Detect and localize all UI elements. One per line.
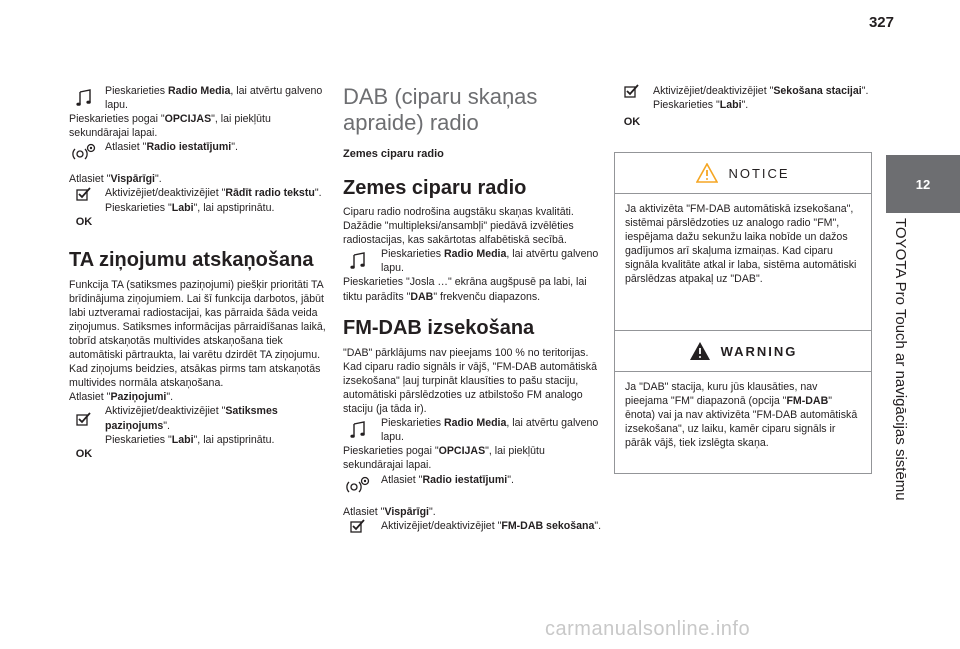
step-radio-media-2: Pieskarieties Radio Media, lai atvērtu galveno lapu. [343,416,605,444]
music-note-icon [69,89,99,107]
heading-ta: TA ziņojumu atskaņošana [69,248,314,271]
step-confirm: OK Pieskarieties "Labi", lai apstiprinātu. [69,201,331,231]
paragraph-band: Pieskarieties "Josla …" ekrāna augšpusē pa labi, lai tiktu parādīts "DAB" frekvenču diapazons. [343,276,587,303]
warning-triangle-icon [689,341,711,361]
ok-icon: OK [75,215,93,228]
column-2 [343,84,605,533]
step-radio-media: Pieskarieties Radio Media, lai atvērtu galveno lapu. [343,247,605,275]
warning-text: Ja "DAB" stacija, kuru jūs klausāties, nav pieejama "FM" diapazonā (opcija "FM-DAB" ēnota) vai ja nav aktivizēta "FM-DAB automātiskā izsekošana", uz laiku, kamēr ciparu signāls ir pārāk vājš, tiek izslēgta skaņa. [625,381,858,450]
column-3 [617,84,869,126]
checkbox-toggle-icon [617,84,647,98]
warning-header [615,331,871,372]
checkbox-toggle-icon [343,519,373,533]
step-confirm-2: OK Pieskarieties "Labi", lai apstiprinātu. [69,433,331,461]
paragraph-fm-dab: "DAB" pārklājums nav pieejams 100 % no teritorijas. Kad ciparu radio signāls ir vājš, "FM-DAB automātiskā izsekošana" ļauj turpināt klausīties to pašu staciju, automātiski pārslēdzoties uz atbilstošo FM analogo staciju (ja tāda ir). [343,346,597,416]
step-fm-dab-tracking: Aktivizējiet/deaktivizējiet "FM-DAB sekošana". [343,519,605,533]
ok-icon: OK [623,115,641,128]
watermark: carmanualsonline.info [545,618,751,640]
radio-settings-icon [343,475,373,497]
step-radio-text: Aktivizējiet/deaktivizējiet "Rādīt radio tekstu". [69,186,331,200]
chapter-tab: 12 [886,155,960,213]
warning-box [614,330,872,474]
music-note-icon [343,421,373,439]
chapter-title-text: TOYOTA Pro Touch ar navigācijas sistēmu [892,218,909,501]
checkbox-toggle-icon [69,412,99,426]
paragraph-zemes: Ciparu radio nodrošina augstāku skaņas kvalitāti. Dažādie "multipleksi/ansambļi" piedāvā izvēlēties radiostacijas, kas sakārtotas alfabētiskā secībā. [343,206,574,247]
notice-title: NOTICE [728,165,790,181]
notice-triangle-icon [696,163,718,183]
page-number: 327 [868,14,894,31]
checkbox-toggle-icon [69,187,99,201]
radio-settings-icon [69,142,99,164]
step-radio-settings: Atlasiet "Radio iestatījumi". [69,140,331,166]
column-1 [69,84,331,461]
notice-box [614,152,872,331]
heading-zemes: Zemes ciparu radio [343,177,527,199]
step-traffic: Aktivizējiet/deaktivizējiet "Satiksmes paziņojums". [69,404,331,432]
paragraph-options: Pieskarieties pogai "OPCIJAS", lai piekļūtu sekundārajai lapai. [343,445,545,472]
chapter-title [885,218,925,638]
ok-icon: OK [75,447,93,460]
page-title: DAB (ciparu skaņas apraide) radio [343,84,538,135]
paragraph-notifications: Atlasiet "Paziņojumi". [69,391,174,404]
heading-fm-dab: FM-DAB izsekošana [343,316,535,339]
step-station-tracking: Aktivizējiet/deaktivizējiet "Sekošana stacijai". [617,84,869,98]
paragraph-ta: Funkcija TA (satiksmes paziņojumi) piešķir prioritāti TA brīdinājuma ziņojumiem. Lai šī funkcija darbotos, jābūt labi uztveramai radiostacijai, kas pārraida šāda veida ziņojumus. Satiksmes informācijas pārraidīšanas laikā, tobrīd atskaņotās multivides atskaņošana tiek automātiski pārtraukta, lai varētu dzirdēt TA ziņojumu. Kad ziņojums beidzies, atsākas pirms tam atskaņotās multivides normāla atskaņošana. [69,278,326,390]
warning-title: WARNING [720,343,798,359]
music-note-icon [343,252,373,270]
subtitle: Zemes ciparu radio [343,148,444,160]
paragraph-general: Atlasiet "Vispārīgi". [69,173,162,186]
step-radio-media: Pieskarieties Radio Media, lai atvērtu galveno lapu. [69,84,331,112]
paragraph-general: Atlasiet "Vispārīgi". [343,505,436,518]
notice-header [615,153,871,194]
step-radio-settings: Atlasiet "Radio iestatījumi". [343,473,605,499]
paragraph-options: Pieskarieties pogai "OPCIJAS", lai piekļūtu sekundārajai lapai. [69,113,271,140]
notice-text: Ja aktivizēta "FM-DAB automātiskā izsekošana", sistēmai pārslēdzoties uz analogo radio "FM", iespējama dažu sekunžu laika nobīde un dažos gadījumos arī skaļuma izmaiņas. Kad ciparu signāla kvalitāte atkal ir laba, sistēma automātiski pārslēdzas atpakaļ uz "DAB". [625,203,857,286]
step-confirm: OK Pieskarieties "Labi". [617,98,869,126]
